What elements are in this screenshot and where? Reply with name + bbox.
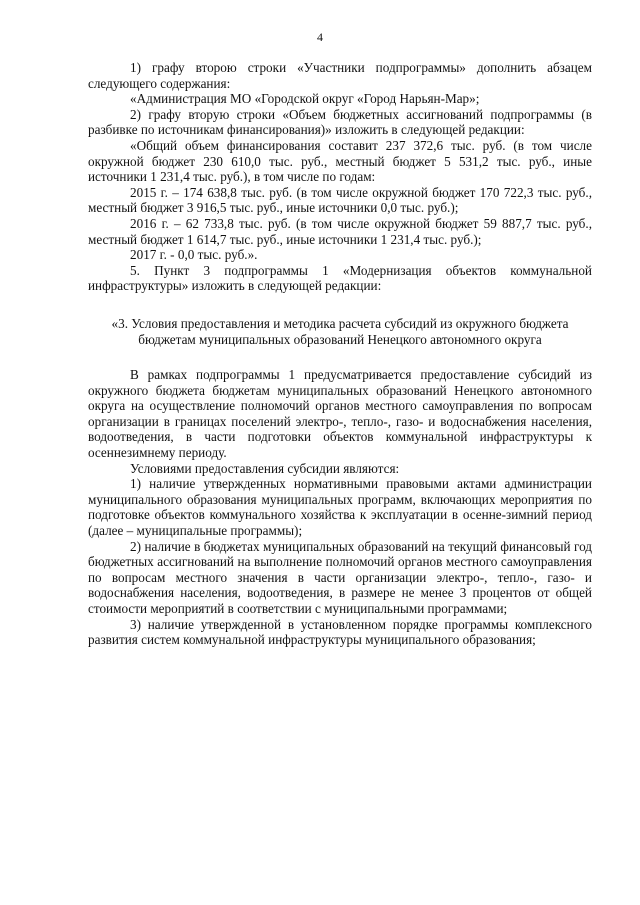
paragraph-8: 5. Пункт 3 подпрограммы 1 «Модернизация объектов коммунальной инфраструктуры» изложить в следующей редакции: [88, 262, 592, 294]
page-number: 4 [317, 30, 323, 44]
body-paragraph-4: 2) наличие в бюджетах муниципальных образований на текущий финансовый год бюджетных ассигнований на выполнение полномочий органов местного самоуправления по вопросам местного значения в части организации электро-, тепло-, газо- и водоснабжения населения, водоотведения, в размере не менее 3 процентов от общей стоимости мероприятий в соответствии с муниципальными программами; [88, 538, 592, 616]
body-paragraph-3: 1) наличие утвержденных нормативными правовыми актами администрации муниципального образования муниципальных программ, включающих мероприятия по подготовке объектов коммунального хозяйства к эксплуатации в осенне-зимний период (далее – муниципальные программы); [88, 476, 592, 539]
paragraph-7: 2017 г. - 0,0 тыс. руб.». [130, 247, 258, 263]
spacer [88, 294, 592, 316]
paragraph-1: 1) графу второю строки «Участники подпрограммы» дополнить абзацем следующего содержания: [88, 60, 592, 91]
spacer [88, 347, 592, 367]
document-body [88, 60, 592, 648]
paragraph-4: «Общий объем финансирования составит 237 372,6 тыс. руб. (в том числе окружной бюджет 230 610,0 тыс. руб., местный бюджет 5 531,2 тыс. руб., иные источники 1 231,4 тыс. руб.), в том числе по годам: [88, 137, 592, 185]
paragraph-2: «Администрация МО «Городской округ «Город Нарьян-Мар»; [130, 91, 480, 107]
section-heading: «3. Условия предоставления и методика расчета субсидий из окружного бюджета бюджетам муниципальных образований Ненецкого автономного округа [111, 315, 569, 347]
body-paragraph-1: В рамках подпрограммы 1 предусматривается предоставление субсидий из окружного бюджета бюджетам муниципальных образований Ненецкого автономного округа на осуществление полномочий органов местного самоуправления по вопросам организации в границах поселений электро-, тепло-, газо- и водоснабжения населения, водоотведения, в части подготовки объектов коммунальной инфраструктуры к осеннезимнему периоду. [88, 367, 592, 461]
paragraph-5: 2015 г. – 174 638,8 тыс. руб. (в том числе окружной бюджет 170 722,3 тыс. руб., местный бюджет 3 916,5 тыс. руб., иные источники 0,0 тыс. руб.); [88, 184, 592, 216]
paragraph-3: 2) графу вторую строки «Объем бюджетных ассигнований подпрограммы (в разбивке по источникам финансирования)» изложить в следующей редакции: [88, 106, 592, 138]
paragraph-6: 2016 г. – 62 733,8 тыс. руб. (в том числе окружной бюджет 59 887,7 тыс. руб., местный бюджет 1 614,7 тыс. руб., иные источники 1 231,4 тыс. руб.); [88, 215, 592, 247]
body-paragraph-2: Условиями предоставления субсидии являются: [130, 460, 400, 476]
body-paragraph-5: 3) наличие утвержденной в установленном порядке программы комплексного развития систем коммунальной инфраструктуры муниципального образования; [88, 616, 592, 648]
